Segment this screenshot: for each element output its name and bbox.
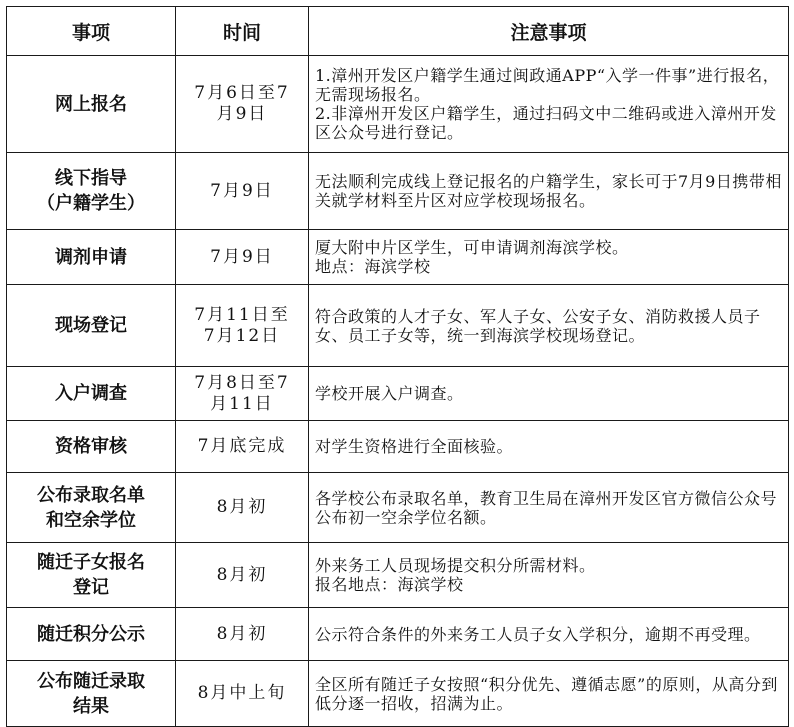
item-cell <box>7 543 176 608</box>
note-cell <box>309 153 789 230</box>
time-cell-line: 7月9日 <box>210 180 274 201</box>
time-cell <box>176 285 309 367</box>
note-cell <box>309 543 789 608</box>
item-cell-line: 线下指导 <box>55 168 127 189</box>
item-cell-line: 随迁积分公示 <box>37 623 145 645</box>
table-row <box>7 230 789 285</box>
note-cell-line: 学校开展入户调查。 <box>315 384 464 403</box>
time-cell <box>176 367 309 421</box>
note-cell <box>309 285 789 367</box>
item-cell-line: 资格审核 <box>55 436 127 457</box>
item-cell <box>7 661 176 727</box>
time-cell-line: 月11日 <box>210 393 274 414</box>
note-cell <box>309 608 789 661</box>
time-cell <box>176 153 309 230</box>
item-cell-line: 和空余学位 <box>46 509 136 531</box>
note-cell <box>309 230 789 285</box>
item-cell <box>7 367 176 421</box>
item-cell-line: 结果 <box>73 695 109 717</box>
time-cell <box>176 473 309 543</box>
time-cell <box>176 608 309 661</box>
header-note: 注意事项 <box>309 7 789 56</box>
note-cell <box>309 421 789 473</box>
note-cell-line: 公示符合条件的外来务工人员子女入学积分，逾期不再受理。 <box>315 624 761 644</box>
note-cell-line: 各学校公布录取名单，教育卫生局在漳州开发区官方微信公众号公布初一空余学位名额。 <box>315 488 778 527</box>
time-cell <box>176 421 309 473</box>
item-cell-line: 公布录取名单 <box>37 484 145 506</box>
time-cell <box>176 543 309 608</box>
note-cell-line: 符合政策的人才子女、军人子女、公安子女、消防救援人员子女、员工子女等，统一到海滨学校现场登记。 <box>315 306 761 345</box>
time-cell-line: 7月6日至7 <box>194 83 290 103</box>
table-row <box>7 421 789 473</box>
note-cell-line: 地点：海滨学校 <box>315 257 431 276</box>
table-row <box>7 608 789 661</box>
item-cell-line: 现场登记 <box>55 315 127 336</box>
item-cell <box>7 608 176 661</box>
header-time: 时间 <box>176 7 309 56</box>
time-cell-line: 8月初 <box>216 497 268 517</box>
table-row <box>7 543 789 608</box>
time-cell-line: 7月9日 <box>210 246 274 267</box>
table-row <box>7 285 789 367</box>
table-row <box>7 473 789 543</box>
item-cell <box>7 473 176 543</box>
time-cell-line: 7月11日至 <box>194 304 290 325</box>
time-cell-line: 月9日 <box>216 104 268 124</box>
note-cell <box>309 367 789 421</box>
item-cell <box>7 230 176 285</box>
note-cell <box>309 473 789 543</box>
note-cell <box>309 56 789 153</box>
item-cell <box>7 421 176 473</box>
enrollment-schedule-table <box>6 6 789 727</box>
item-cell <box>7 153 176 230</box>
item-cell-line: （户籍学生） <box>37 193 145 214</box>
time-cell <box>176 56 309 153</box>
time-cell-line: 7月8日至7 <box>194 372 290 393</box>
table-row <box>7 56 789 153</box>
time-cell-line: 8月初 <box>216 564 268 585</box>
note-cell-line: 外来务工人员现场提交积分所需材料。 <box>315 556 596 575</box>
note-cell-line: 全区所有随迁子女按照“积分优先、遵循志愿”的原则，从高分到低分逐一招收，招满为止。 <box>315 674 778 713</box>
note-cell-line: 对学生资格进行全面核验。 <box>315 437 514 456</box>
item-cell-line: 随迁子女报名 <box>37 552 145 573</box>
time-cell <box>176 661 309 727</box>
table-row <box>7 153 789 230</box>
note-cell-line: 2.非漳州开发区户籍学生，通过扫码文中二维码或进入漳州开发区公众号进行登记。 <box>315 104 777 142</box>
note-cell <box>309 661 789 727</box>
item-cell-line: 登记 <box>73 577 109 598</box>
time-cell-line: 8月初 <box>216 623 268 644</box>
item-cell-line: 网上报名 <box>55 93 127 115</box>
item-cell <box>7 56 176 153</box>
table-row <box>7 367 789 421</box>
time-cell-line: 7月底完成 <box>197 436 287 456</box>
table-row <box>7 661 789 727</box>
header-item: 事项 <box>7 7 176 56</box>
note-cell-line: 报名地点：海滨学校 <box>315 575 464 594</box>
note-cell-line: 厦大附中片区学生，可申请调剂海滨学校。 <box>315 238 629 257</box>
note-cell-line: 1.漳州开发区户籍学生通过闽政通APP“入学一件事”进行报名，无需现场报名。 <box>315 66 780 104</box>
item-cell-line: 公布随迁录取 <box>37 670 145 692</box>
item-cell <box>7 285 176 367</box>
header-row <box>7 7 789 56</box>
time-cell <box>176 230 309 285</box>
time-cell-line: 7月12日 <box>203 325 281 346</box>
note-cell-line: 无法顺利完成线上登记报名的户籍学生，家长可于7月9日携带相关就学材料至片区对应学校现场报名。 <box>315 172 782 210</box>
item-cell-line: 调剂申请 <box>55 246 127 268</box>
item-cell-line: 入户调查 <box>55 383 127 404</box>
time-cell-line: 8月中上旬 <box>197 683 287 703</box>
